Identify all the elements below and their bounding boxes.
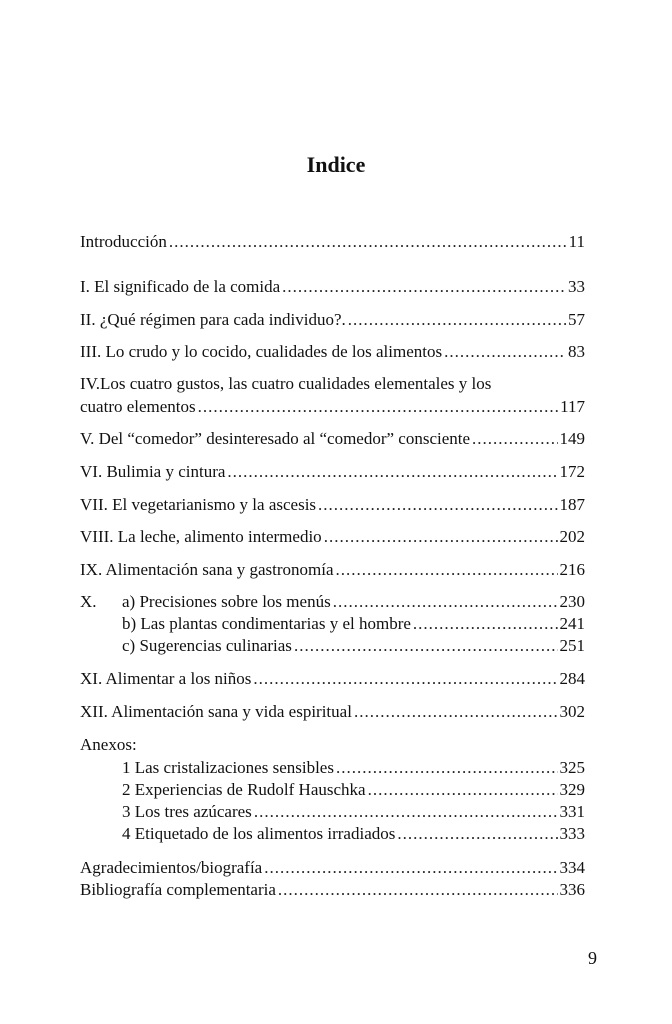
toc-entry-label: 4 Etiquetado de los alimentos irradiados [122, 824, 396, 843]
toc-entry [80, 277, 585, 297]
toc-entry [80, 397, 585, 417]
toc-entry [80, 462, 585, 482]
toc-entry-page: 83 [568, 342, 585, 361]
toc-entry [80, 342, 585, 362]
toc-entry-label: cuatro elementos [80, 397, 196, 416]
dot-leader [278, 880, 558, 900]
toc-entry [80, 310, 585, 330]
dot-leader [198, 397, 558, 417]
toc-entry [122, 780, 585, 800]
dot-leader [336, 560, 558, 580]
toc-entry-label: Bibliografía complementaria [80, 880, 276, 899]
toc-entry-page: 329 [559, 780, 585, 799]
toc-entry-page: 334 [559, 858, 585, 877]
dot-leader [282, 277, 566, 297]
dot-leader [254, 802, 558, 822]
toc-entry-label: VI. Bulimia y cintura [80, 462, 226, 481]
toc-entry-page: 202 [559, 527, 585, 546]
dot-leader [318, 495, 557, 515]
dot-leader [333, 592, 558, 612]
dot-leader [253, 669, 557, 689]
toc-entry [80, 702, 585, 722]
toc-entry-label: 1 Las cristalizaciones sensibles [122, 758, 334, 777]
dot-leader [444, 342, 566, 362]
toc-entry [122, 802, 585, 822]
toc-entry-page: 336 [559, 880, 585, 899]
dot-leader [336, 758, 558, 778]
toc-entry-label: c) Sugerencias culinarias [122, 636, 292, 655]
toc-entry [80, 232, 585, 252]
dot-leader [264, 858, 557, 878]
toc-entry-page: 11 [568, 232, 585, 251]
toc-entry-page: 216 [559, 560, 585, 579]
toc-entry-label: I. El significado de la comida [80, 277, 281, 296]
toc-entry-page: 33 [568, 277, 585, 296]
toc-entry-page: 172 [559, 462, 585, 481]
dot-leader [227, 462, 557, 482]
dot-leader [368, 780, 558, 800]
toc-entry-number: X. [80, 592, 97, 611]
dot-leader [324, 527, 558, 547]
dot-leader [472, 429, 557, 449]
toc-entry-label: VIII. La leche, alimento intermedio [80, 527, 322, 546]
toc-entry-page: 187 [559, 495, 585, 514]
toc-entry-label: Introducción [80, 232, 167, 251]
toc-entry-page: 57 [568, 310, 585, 329]
toc-entry [80, 560, 585, 580]
page-number: 9 [588, 948, 597, 968]
toc-entry-page: 149 [559, 429, 585, 448]
toc-entry-page: 302 [559, 702, 585, 721]
dot-leader [169, 232, 567, 252]
toc-entry-label: VII. El vegetarianismo y la ascesis [80, 495, 317, 514]
toc-entry-label: III. Lo crudo y lo cocido, cualidades de los alimentos [80, 342, 443, 361]
toc-entry-label: Agradecimientos/biografía [80, 858, 263, 877]
toc-entry-label: XII. Alimentación sana y vida espiritual [80, 702, 352, 721]
dot-leader [397, 824, 557, 844]
toc-entry-page: 331 [559, 802, 585, 821]
toc-entry-page: 333 [559, 824, 585, 843]
toc-entry [80, 592, 585, 612]
toc-entry-label: II. ¿Qué régimen para cada individuo?. [80, 310, 346, 329]
toc-entry-label: a) Precisiones sobre los menús [122, 592, 331, 611]
toc-entry-label: V. Del “comedor” desinteresado al “comedor” consciente [80, 429, 471, 448]
toc-entry-page: 230 [559, 592, 585, 611]
toc-entry [122, 636, 585, 656]
toc-section-heading: Anexos: [80, 735, 137, 754]
toc-entry [80, 858, 585, 878]
toc-entry-label-line1: IV.Los cuatro gustos, las cuatro cualidades elementales y los [80, 374, 492, 393]
toc-entry-page: 241 [559, 614, 585, 633]
toc-entry [122, 758, 585, 778]
toc-entry-page: 325 [559, 758, 585, 777]
dot-leader [348, 310, 566, 330]
toc-entry [122, 614, 585, 634]
toc-entry-page: 251 [559, 636, 585, 655]
toc-entry-label: 3 Los tres azúcares [122, 802, 252, 821]
page-title: Indice [306, 152, 366, 177]
toc-entry [80, 527, 585, 547]
dot-leader [354, 702, 558, 722]
toc-entry-label: IX. Alimentación sana y gastronomía [80, 560, 334, 579]
toc-entry [80, 495, 585, 515]
toc-entry-label: 2 Experiencias de Rudolf Hauschka [122, 780, 366, 799]
toc-entry [122, 824, 585, 844]
toc-entry [80, 669, 585, 689]
toc-entry [80, 429, 585, 449]
dot-leader [294, 636, 558, 656]
toc-entry-label: b) Las plantas condimentarias y el hombre [122, 614, 411, 633]
toc-entry-page: 117 [560, 397, 585, 416]
toc-entry-label: XI. Alimentar a los niños [80, 669, 252, 688]
dot-leader [413, 614, 558, 634]
toc-entry-page: 284 [559, 669, 585, 688]
toc-entry [80, 880, 585, 900]
